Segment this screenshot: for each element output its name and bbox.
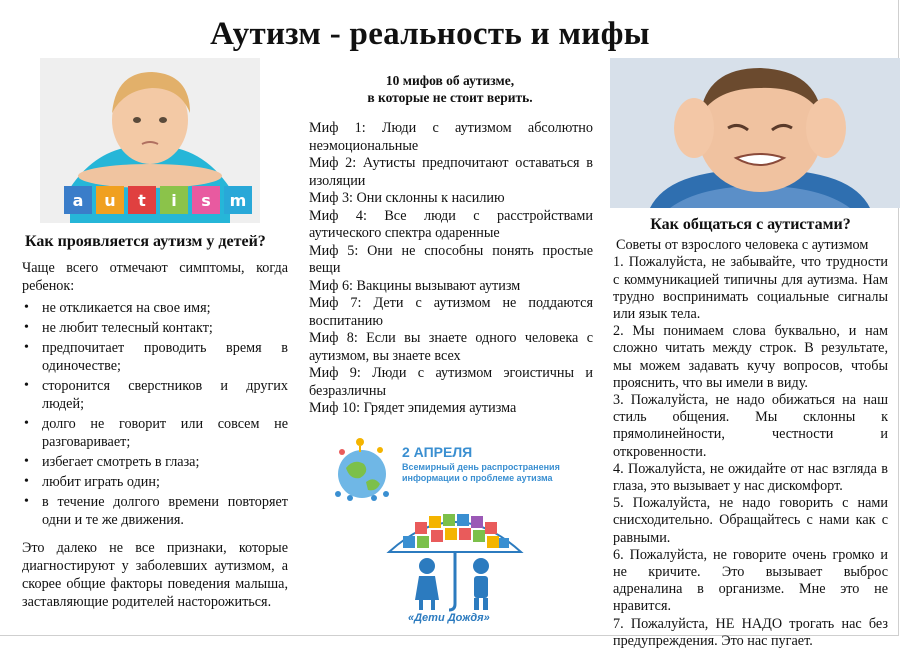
list-item: Миф 6: Вакцины вызывают аутизм xyxy=(309,277,521,294)
umbrella-children-logo xyxy=(385,508,525,628)
myths-list xyxy=(309,120,593,418)
logo-title: 2 АПРЕЛЯ xyxy=(402,444,473,460)
svg-text:t: t xyxy=(138,191,146,210)
list-item: Миф 10: Грядет эпидемия аутизма xyxy=(309,400,517,416)
list-item: • сторонится сверстников и других людей; xyxy=(22,377,288,413)
symptoms-intro: Чаще всего отмечают симптомы, когда ребенок: xyxy=(22,260,288,294)
globe-icon xyxy=(330,436,400,504)
svg-text:i: i xyxy=(171,191,177,210)
list-item: Миф 8: Если вы знаете одного человека с аутизмом, вы знаете всех xyxy=(309,330,593,364)
communication-tips-section xyxy=(613,216,888,650)
list-item: 7. Пожалуйста, НЕ НАДО трогать нас без предупреждения. Это нас пугает. xyxy=(613,615,888,649)
logo-subtitle: Всемирный день распространения информации о проблеме аутизма xyxy=(402,462,560,483)
list-item: Миф 3: Они склонны к насилию xyxy=(309,190,505,206)
myths-heading: 10 мифов об аутизме, в которые не стоит верить. xyxy=(367,73,533,105)
list-item: • любит играть один; xyxy=(22,473,288,491)
list-item: Миф 7: Дети с аутизмом не поддаются воспитанию xyxy=(309,295,593,329)
list-item: • не любит телесный контакт; xyxy=(22,319,288,337)
list-item: 3. Пожалуйста, не надо обижаться на наш стиль общения. Мы склонны к прямолинейности, честности и откровенности. xyxy=(613,392,888,460)
child-with-blocks-photo xyxy=(40,58,260,223)
april-2-logo xyxy=(330,436,590,504)
child-covering-ears-photo xyxy=(610,58,900,208)
list-item: • избегает смотреть в глаза; xyxy=(22,453,288,471)
list-item: • не откликается на свое имя; xyxy=(22,299,288,317)
list-item: • в течение долгого времени повторяет одни и те же движения. xyxy=(22,493,288,529)
list-item: Миф 1: Люди с аутизмом абсолютно неэмоциональные xyxy=(309,120,593,154)
svg-text:a: a xyxy=(72,191,84,210)
umbrella-label: «Дети Дождя» xyxy=(408,612,490,624)
tips-heading: Как общаться с аутистами? xyxy=(650,216,851,233)
symptoms-section xyxy=(22,233,288,611)
svg-text:u: u xyxy=(104,191,116,210)
list-item: 6. Пожалуйста, не говорите очень громко и не кричите. Это вызывает выброс адреналина в организме. Мне это не нравится. xyxy=(613,546,888,615)
list-item: 2. Мы понимаем слова буквально, и нам сложно читать между строк. В результате, мы можем задавать кучу вопросов, чтобы прояснить, что вы имели в виду. xyxy=(613,323,888,391)
tips-lead: Советы от взрослого человека с аутизмом xyxy=(616,237,869,254)
list-item: • предпочитает проводить время в одиночестве; xyxy=(22,339,288,375)
list-item: • долго не говорит или совсем не разговаривает; xyxy=(22,415,288,451)
list-item: 5. Пожалуйста, не надо говорить с нами снисходительно. Обращайтесь с нами как с равными. xyxy=(613,495,888,546)
svg-text:s: s xyxy=(201,191,211,210)
list-item: Миф 2: Аутисты предпочитают оставаться в изоляции xyxy=(309,155,593,189)
list-item: Миф 9: Люди с аутизмом эгоистичны и безразличны xyxy=(309,365,593,399)
page-title: Аутизм - реальность и мифы xyxy=(210,16,650,52)
symptoms-heading: Как проявляется аутизм у детей? xyxy=(25,233,266,250)
symptoms-outro: Это далеко не все признаки, которые диагностируют у заболевших аутизмом, а скорее общие факторы поведения малыша, заставляющие родителей насторожиться. xyxy=(22,540,288,610)
list-item: 1. Пожалуйста, не забывайте, что трудности с коммуникацией типичны для аутизма. Нам трудно воспринимать социальные сигналы или язык тела. xyxy=(613,254,888,323)
list-item: 4. Пожалуйста, не ожидайте от нас взгляда в глаза, это вызывает у нас дискомфорт. xyxy=(613,460,888,495)
list-item: Миф 5: Они не способны понять простые вещи xyxy=(309,242,593,276)
list-item: Миф 4: Все люди с расстройствами аутического спектра одаренные xyxy=(309,207,593,241)
symptoms-list xyxy=(22,299,288,529)
svg-text:m: m xyxy=(229,191,247,210)
